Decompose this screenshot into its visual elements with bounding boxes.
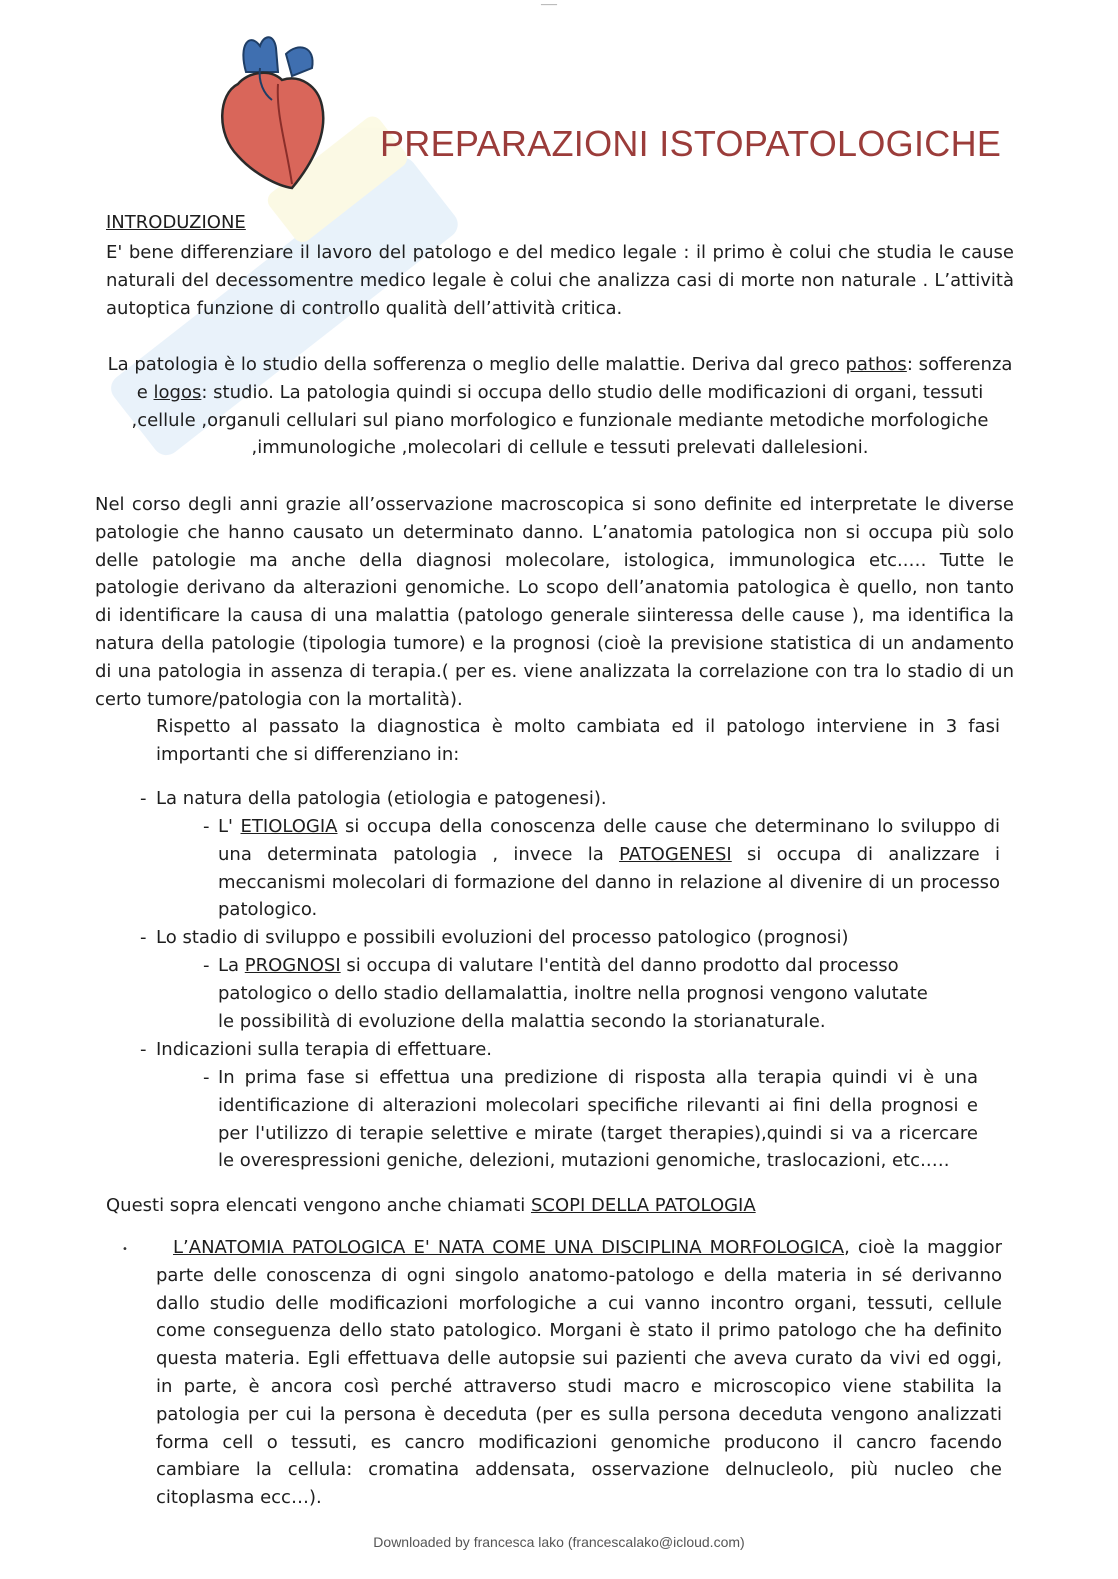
definition-text-1: La patologia è lo studio della sofferenza o meglio delle malattie. Deriva dal greco bbox=[107, 354, 846, 375]
phases-intro: Rispetto al passato la diagnostica è molto cambiata ed il patologo interviene in 3 fasi importanti che si differenziano in: bbox=[156, 716, 1000, 765]
list-dash: - bbox=[203, 816, 210, 837]
page-title: PREPARAZIONI ISTOPATOLOGICHE bbox=[380, 123, 1002, 164]
artery-icon bbox=[286, 47, 313, 76]
phase-sub-therapy: In prima fase si effettua una predizione di risposta alla terapia quindi vi è una identificazione di alterazioni molecolari specifiche rilevanti ai fini della prognosi e per l'utilizzo di terapie selettive e mirate (target therapies),quindi si va a ricercare le overespressioni geniche, delezioni, mutazioni genomiche, traslocazioni, etc.…. bbox=[218, 1067, 978, 1172]
phase-item-nature: La natura della patologia (etiologia e patogenesi). bbox=[156, 788, 607, 809]
intro-paragraph: E' bene differenziare il lavoro del patologo e del medico legale : il primo è colui che studia le cause naturali del decessomentre medico legale è colui che analizza casi di morte non naturale . L’attività autoptica funzione di controllo qualità dell’attività critica. bbox=[106, 242, 1014, 319]
definition-text-2: : sofferenza e bbox=[136, 354, 1013, 403]
logos-term: logos bbox=[153, 381, 202, 403]
list-dash: - bbox=[203, 1067, 210, 1088]
morphology-paragraph: L’ANATOMIA PATOLOGICA E' NATA COME UNA DISCIPLINA MORFOLOGICA, cioè la maggior parte delle conoscenza di ogni singolo anatomo-patologo e della materia in sé derivanno dallo studio delle modificazioni morfologiche a cui vanno incontro organi, tessuti, cellule come conseguenza dello stato patologico. Morgani è stato il primo patologo che ha definito questa materia. Egli effettuava delle autopsie sui pazienti che aveva curato da vivi ed oggi, in parte, è ancora così perché attraverso studi macro e microscopico viene stabilita la patologia per cui la persona è deceduta (per es sulla persona deceduta vengono analizzati forma cell o tessuti, es cancro modificazioni genomiche producono il cancro facendo cambiare la cellula: cromatina addensata, osservazione delnucleolo, più nucleo che citoplasma ecc…). bbox=[156, 1237, 1002, 1509]
etiologia-term: ETIOLOGIA bbox=[240, 816, 338, 837]
bullet-dot: • bbox=[122, 1244, 128, 1255]
download-footer: Downloaded by francesca lako (francescalako@icloud.com) bbox=[373, 1534, 745, 1550]
morphology-heading: L’ANATOMIA PATOLOGICA E' NATA COME UNA DISCIPLINA MORFOLOGICA bbox=[173, 1237, 845, 1258]
phase-sub-prognosi: La PROGNOSI si occupa di valutare l'entità del danno prodotto dal processo patologico o dello stadio dellamalattia, inoltre nella prognosi vengono valutate le possibilità di evoluzione della malattia secondo la storianaturale. bbox=[218, 955, 928, 1032]
vein-icon bbox=[243, 37, 278, 72]
scopi-term: SCOPI DELLA PATOLOGIA bbox=[530, 1195, 756, 1216]
heart-body-icon bbox=[222, 73, 323, 188]
prognosi-term: PROGNOSI bbox=[244, 955, 341, 976]
intro-heading: INTRODUZIONE bbox=[106, 212, 246, 233]
list-dash: - bbox=[140, 1039, 147, 1060]
list-dash: - bbox=[140, 788, 147, 809]
patogenesi-term: PATOGENESI bbox=[619, 843, 732, 865]
list-dash: - bbox=[140, 927, 147, 948]
top-mark: ____ bbox=[541, 0, 557, 5]
heart-logo-icon bbox=[208, 24, 338, 194]
phase-item-therapy: Indicazioni sulla terapia di effettuare. bbox=[156, 1039, 492, 1060]
scopes-line: Questi sopra elencati vengono anche chiamati SCOPI DELLA PATOLOGIA bbox=[106, 1195, 756, 1216]
history-paragraph: Nel corso degli anni grazie all’osservazione macroscopica si sono definite ed interpretate le diverse patologie che hanno causato un determinato danno. L’anatomia patologica non si occupa più solo delle patologie ma anche della diagnosi molecolare, istologica, immunologica etc..… Tutte le patologie derivano da alterazioni genomiche. Lo scopo dell’anatomia patologica è quello, non tanto di identificare la causa di una malattia (patologo generale siinteressa delle cause ), ma identifica la natura della patologie (tipologia tumore) e la prognosi (cioè la previsione statistica di un andamento di una patologia in assenza di terapia.( per es. viene analizzata la correlazione con tra lo stadio di un certo tumore/patologia con la mortalità). bbox=[95, 494, 1014, 710]
list-dash: - bbox=[203, 955, 210, 976]
pathos-term: pathos bbox=[845, 354, 907, 375]
definition-paragraph bbox=[106, 351, 1014, 462]
phase-sub-etiologia: L' ETIOLOGIA si occupa della conoscenza delle cause che determinano lo sviluppo di una determinata patologia , invece la PATOGENESI si occupa di analizzare i meccanismi molecolari di formazione del danno in relazione al divenire di un processo patologico. bbox=[218, 816, 1001, 921]
phase-item-stage: Lo stadio di sviluppo e possibili evoluzioni del processo patologico (prognosi) bbox=[156, 927, 849, 948]
definition-text-3: : studio. La patologia quindi si occupa dello studio delle modificazioni di organi, tessuti ,cellule ,organuli cellulari sul piano morfologico e funzionale mediante metodiche morfologiche ,immunologiche ,molecolari di cellule e tessuti prelevati dallelesioni. bbox=[131, 381, 989, 459]
